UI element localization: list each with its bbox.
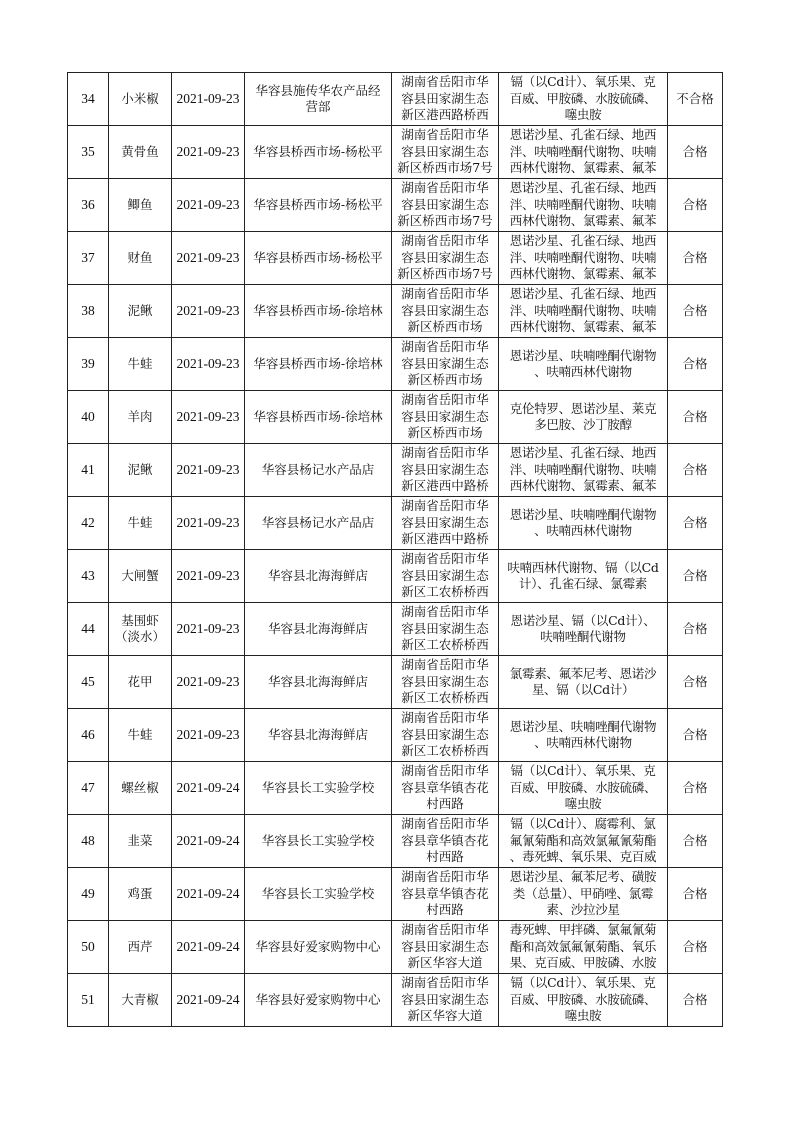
sampling-date: 2021-09-23 bbox=[172, 550, 245, 603]
store-address: 湖南省岳阳市华 容县田家湖生态 新区华容大道 bbox=[392, 974, 499, 1027]
test-result: 合格 bbox=[668, 603, 723, 656]
store-address: 湖南省岳阳市华 容县田家湖生态 新区港西路桥西 bbox=[392, 73, 499, 126]
test-result: 合格 bbox=[668, 444, 723, 497]
table-row bbox=[68, 179, 723, 232]
product-name: 基围虾 （淡水） bbox=[109, 603, 172, 656]
table-row bbox=[68, 285, 723, 338]
test-items: 恩诺沙星、孔雀石绿、地西 泮、呋喃唑酮代谢物、呋喃 西林代谢物、氯霉素、氟苯 bbox=[499, 126, 668, 179]
sampling-date: 2021-09-23 bbox=[172, 656, 245, 709]
test-result: 合格 bbox=[668, 550, 723, 603]
row-number: 34 bbox=[68, 73, 109, 126]
test-items: 镉（以Cd计）、氧乐果、克 百威、甲胺磷、水胺硫磷、 噻虫胺 bbox=[499, 73, 668, 126]
store-address: 湖南省岳阳市华 容县田家湖生态 新区桥西市场7号 bbox=[392, 126, 499, 179]
row-number: 38 bbox=[68, 285, 109, 338]
product-name: 大青椒 bbox=[109, 974, 172, 1027]
product-name: 财鱼 bbox=[109, 232, 172, 285]
table-row bbox=[68, 232, 723, 285]
store-address: 湖南省岳阳市华 容县田家湖生态 新区港西中路桥 bbox=[392, 444, 499, 497]
row-number: 41 bbox=[68, 444, 109, 497]
table-row bbox=[68, 550, 723, 603]
test-items: 恩诺沙星、孔雀石绿、地西 泮、呋喃唑酮代谢物、呋喃 西林代谢物、氯霉素、氟苯 bbox=[499, 444, 668, 497]
row-number: 48 bbox=[68, 815, 109, 868]
test-result: 合格 bbox=[668, 868, 723, 921]
product-name: 鸡蛋 bbox=[109, 868, 172, 921]
test-items: 镉（以Cd计）、氧乐果、克 百威、甲胺磷、水胺硫磷、 噻虫胺 bbox=[499, 974, 668, 1027]
product-name: 牛蛙 bbox=[109, 497, 172, 550]
store-name: 华容县桥西市场-徐培林 bbox=[245, 285, 392, 338]
test-items: 镉（以Cd计）、腐霉利、氯 氟氰菊酯和高效氯氟氰菊酯 、毒死蜱、氧乐果、克百威 bbox=[499, 815, 668, 868]
product-name: 大闸蟹 bbox=[109, 550, 172, 603]
store-address: 湖南省岳阳市华 容县田家湖生态 新区桥西市场 bbox=[392, 285, 499, 338]
test-result: 合格 bbox=[668, 285, 723, 338]
store-address: 湖南省岳阳市华 容县田家湖生态 新区桥西市场 bbox=[392, 338, 499, 391]
product-name: 羊肉 bbox=[109, 391, 172, 444]
table-row bbox=[68, 709, 723, 762]
row-number: 47 bbox=[68, 762, 109, 815]
row-number: 46 bbox=[68, 709, 109, 762]
store-name: 华容县杨记水产品店 bbox=[245, 497, 392, 550]
store-name: 华容县施传华农产品经 营部 bbox=[245, 73, 392, 126]
row-number: 51 bbox=[68, 974, 109, 1027]
test-result: 不合格 bbox=[668, 73, 723, 126]
product-name: 韭菜 bbox=[109, 815, 172, 868]
test-items: 恩诺沙星、镉（以Cd计）、 呋喃唑酮代谢物 bbox=[499, 603, 668, 656]
store-address: 湖南省岳阳市华 容县章华镇杏花 村西路 bbox=[392, 868, 499, 921]
test-result: 合格 bbox=[668, 497, 723, 550]
test-result: 合格 bbox=[668, 338, 723, 391]
product-name: 泥鳅 bbox=[109, 285, 172, 338]
table-row bbox=[68, 974, 723, 1027]
store-name: 华容县桥西市场-徐培林 bbox=[245, 338, 392, 391]
table-row bbox=[68, 762, 723, 815]
store-address: 湖南省岳阳市华 容县田家湖生态 新区工农桥桥西 bbox=[392, 709, 499, 762]
table-row bbox=[68, 921, 723, 974]
table-row bbox=[68, 868, 723, 921]
store-address: 湖南省岳阳市华 容县田家湖生态 新区工农桥桥西 bbox=[392, 550, 499, 603]
store-address: 湖南省岳阳市华 容县田家湖生态 新区工农桥桥西 bbox=[392, 603, 499, 656]
store-name: 华容县长工实验学校 bbox=[245, 815, 392, 868]
test-items: 恩诺沙星、孔雀石绿、地西 泮、呋喃唑酮代谢物、呋喃 西林代谢物、氯霉素、氟苯 bbox=[499, 179, 668, 232]
sampling-date: 2021-09-23 bbox=[172, 232, 245, 285]
store-name: 华容县北海海鲜店 bbox=[245, 550, 392, 603]
sampling-date: 2021-09-23 bbox=[172, 603, 245, 656]
product-name: 螺丝椒 bbox=[109, 762, 172, 815]
test-items: 氯霉素、氟苯尼考、恩诺沙 星、镉（以Cd计） bbox=[499, 656, 668, 709]
test-items: 恩诺沙星、呋喃唑酮代谢物 、呋喃西林代谢物 bbox=[499, 497, 668, 550]
test-result: 合格 bbox=[668, 179, 723, 232]
store-name: 华容县北海海鲜店 bbox=[245, 603, 392, 656]
store-name: 华容县北海海鲜店 bbox=[245, 656, 392, 709]
store-address: 湖南省岳阳市华 容县田家湖生态 新区桥西市场7号 bbox=[392, 232, 499, 285]
table-row bbox=[68, 126, 723, 179]
store-name: 华容县桥西市场-杨松平 bbox=[245, 232, 392, 285]
test-items: 呋喃西林代谢物、镉（以Cd 计）、孔雀石绿、氯霉素 bbox=[499, 550, 668, 603]
row-number: 35 bbox=[68, 126, 109, 179]
test-result: 合格 bbox=[668, 126, 723, 179]
store-name: 华容县桥西市场-徐培林 bbox=[245, 391, 392, 444]
sampling-date: 2021-09-23 bbox=[172, 179, 245, 232]
store-name: 华容县杨记水产品店 bbox=[245, 444, 392, 497]
product-name: 泥鳅 bbox=[109, 444, 172, 497]
store-address: 湖南省岳阳市华 容县田家湖生态 新区桥西市场 bbox=[392, 391, 499, 444]
product-name: 牛蛙 bbox=[109, 338, 172, 391]
sampling-date: 2021-09-23 bbox=[172, 338, 245, 391]
store-name: 华容县桥西市场-杨松平 bbox=[245, 126, 392, 179]
test-items: 镉（以Cd计）、氧乐果、克 百威、甲胺磷、水胺硫磷、 噻虫胺 bbox=[499, 762, 668, 815]
table-row bbox=[68, 73, 723, 126]
table-body bbox=[68, 73, 723, 1027]
product-name: 牛蛙 bbox=[109, 709, 172, 762]
sampling-date: 2021-09-23 bbox=[172, 709, 245, 762]
store-address: 湖南省岳阳市华 容县田家湖生态 新区港西中路桥 bbox=[392, 497, 499, 550]
store-address: 湖南省岳阳市华 容县田家湖生态 新区华容大道 bbox=[392, 921, 499, 974]
product-name: 西芹 bbox=[109, 921, 172, 974]
sampling-date: 2021-09-23 bbox=[172, 497, 245, 550]
table-row bbox=[68, 656, 723, 709]
product-name: 小米椒 bbox=[109, 73, 172, 126]
test-items: 恩诺沙星、氟苯尼考、磺胺 类（总量）、甲硝唑、氯霉 素、沙拉沙星 bbox=[499, 868, 668, 921]
sampling-date: 2021-09-23 bbox=[172, 285, 245, 338]
test-result: 合格 bbox=[668, 232, 723, 285]
row-number: 40 bbox=[68, 391, 109, 444]
product-name: 黄骨鱼 bbox=[109, 126, 172, 179]
test-items: 克伦特罗、恩诺沙星、莱克 多巴胺、沙丁胺醇 bbox=[499, 391, 668, 444]
test-result: 合格 bbox=[668, 974, 723, 1027]
table-row bbox=[68, 391, 723, 444]
product-name: 鲫鱼 bbox=[109, 179, 172, 232]
row-number: 36 bbox=[68, 179, 109, 232]
test-items: 恩诺沙星、孔雀石绿、地西 泮、呋喃唑酮代谢物、呋喃 西林代谢物、氯霉素、氟苯 bbox=[499, 285, 668, 338]
table-row bbox=[68, 444, 723, 497]
store-name: 华容县好爱家购物中心 bbox=[245, 974, 392, 1027]
test-result: 合格 bbox=[668, 921, 723, 974]
test-items: 恩诺沙星、孔雀石绿、地西 泮、呋喃唑酮代谢物、呋喃 西林代谢物、氯霉素、氟苯 bbox=[499, 232, 668, 285]
sampling-date: 2021-09-24 bbox=[172, 815, 245, 868]
store-address: 湖南省岳阳市华 容县章华镇杏花 村西路 bbox=[392, 815, 499, 868]
test-result: 合格 bbox=[668, 656, 723, 709]
store-name: 华容县长工实验学校 bbox=[245, 762, 392, 815]
store-address: 湖南省岳阳市华 容县田家湖生态 新区桥西市场7号 bbox=[392, 179, 499, 232]
test-result: 合格 bbox=[668, 762, 723, 815]
test-items: 恩诺沙星、呋喃唑酮代谢物 、呋喃西林代谢物 bbox=[499, 709, 668, 762]
row-number: 49 bbox=[68, 868, 109, 921]
row-number: 37 bbox=[68, 232, 109, 285]
test-items: 毒死蜱、甲拌磷、氯氟氰菊 酯和高效氯氟氰菊酯、氧乐 果、克百威、甲胺磷、水胺 bbox=[499, 921, 668, 974]
test-items: 恩诺沙星、呋喃唑酮代谢物 、呋喃西林代谢物 bbox=[499, 338, 668, 391]
sampling-date: 2021-09-23 bbox=[172, 444, 245, 497]
test-result: 合格 bbox=[668, 709, 723, 762]
test-result: 合格 bbox=[668, 391, 723, 444]
row-number: 45 bbox=[68, 656, 109, 709]
inspection-results-table bbox=[67, 72, 723, 1027]
row-number: 44 bbox=[68, 603, 109, 656]
sampling-date: 2021-09-23 bbox=[172, 126, 245, 179]
store-name: 华容县桥西市场-杨松平 bbox=[245, 179, 392, 232]
sampling-date: 2021-09-23 bbox=[172, 73, 245, 126]
row-number: 50 bbox=[68, 921, 109, 974]
product-name: 花甲 bbox=[109, 656, 172, 709]
table-row bbox=[68, 815, 723, 868]
store-address: 湖南省岳阳市华 容县田家湖生态 新区工农桥桥西 bbox=[392, 656, 499, 709]
test-result: 合格 bbox=[668, 815, 723, 868]
sampling-date: 2021-09-24 bbox=[172, 974, 245, 1027]
row-number: 42 bbox=[68, 497, 109, 550]
sampling-date: 2021-09-23 bbox=[172, 391, 245, 444]
store-address: 湖南省岳阳市华 容县章华镇杏花 村西路 bbox=[392, 762, 499, 815]
sampling-date: 2021-09-24 bbox=[172, 921, 245, 974]
row-number: 43 bbox=[68, 550, 109, 603]
store-name: 华容县好爱家购物中心 bbox=[245, 921, 392, 974]
table-row bbox=[68, 603, 723, 656]
row-number: 39 bbox=[68, 338, 109, 391]
sampling-date: 2021-09-24 bbox=[172, 868, 245, 921]
sampling-date: 2021-09-24 bbox=[172, 762, 245, 815]
table-row bbox=[68, 338, 723, 391]
store-name: 华容县长工实验学校 bbox=[245, 868, 392, 921]
table-row bbox=[68, 497, 723, 550]
store-name: 华容县北海海鲜店 bbox=[245, 709, 392, 762]
